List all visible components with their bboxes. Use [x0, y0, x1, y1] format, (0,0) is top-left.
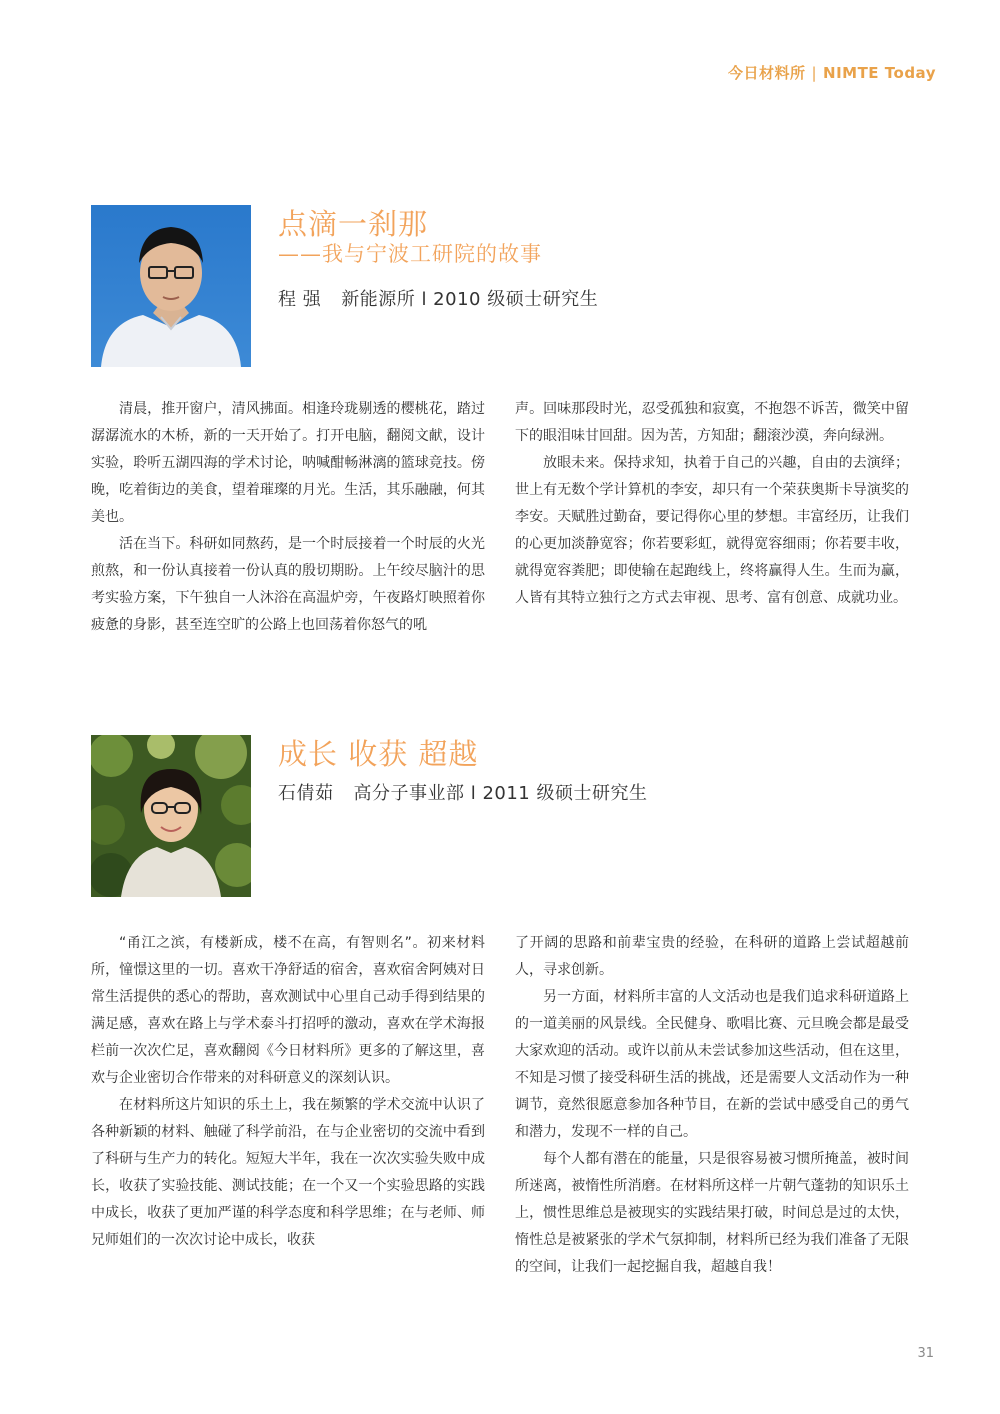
author-byline — [278, 285, 598, 311]
paragraph: “甬江之滨，有楼新成，楼不在高，有智则名”。初来材料所，憧憬这里的一切。喜欢干净舒适的宿舍，喜欢宿舍阿姨对日常生活提供的悉心的帮助，喜欢测试中心里自己动手得到结果的满足感，喜欢在路上与学术泰斗打招呼的激动，喜欢在学术海报栏前一次次伫足，喜欢翻阅《今日材料所》更多的了解这里，喜欢与企业密切合作带来的对科研意义的深刻认识。 — [91, 935, 485, 1086]
article-subtitle: ——我与宁波工研院的故事 — [278, 242, 542, 266]
paragraph: 活在当下。科研如同熬药，是一个时辰接着一个时辰的火光煎熬，和一份认真接着一份认真的殷切期盼。上午绞尽脑汁的思考实验方案，下午独自一人沐浴在高温炉旁，午夜路灯映照着你疲惫的身影，甚至连空旷的公路上也回荡着你怒气的吼 — [91, 536, 485, 633]
author-affiliation: 新能源所 l 2010 级硕士研究生 — [341, 289, 599, 310]
paragraph: 每个人都有潜在的能量，只是很容易被习惯所掩盖，被时间所迷离，被惰性所消磨。在材料所这样一片朝气蓬勃的知识乐土上，惯性思维总是被现实的实践结果打破，时间总是过的太快，惰性总是被紧张的学术气氛抑制，材料所已经为我们准备了无限的空间，让我们一起挖掘自我，超越自我！ — [515, 1151, 909, 1275]
paragraph: 放眼未来。保持求知，执着于自己的兴趣，自由的去演绎；世上有无数个学计算机的李安，却只有一个荣获奥斯卡导演奖的李安。天赋胜过勤奋，要记得你心里的梦想。丰富经历，让我们的心更加淡静宽容；你若要彩虹，就得宽容细雨；你若要丰收，就得宽容粪肥；即使输在起跑线上，终将赢得人生。生而为赢，人皆有其特立独行之方式去审视、思考、富有创意、成就功业。 — [515, 455, 909, 606]
author-byline — [278, 779, 647, 805]
article-title: 成长 收获 超越 — [278, 737, 479, 771]
author-name: 石倩茹 — [278, 783, 334, 804]
article-text-column-right — [515, 930, 909, 1281]
author-affiliation: 高分子事业部 l 2011 级硕士研究生 — [353, 783, 648, 804]
paragraph-continuation: 声。回味那段时光，忍受孤独和寂寞，不抱怨不诉苦，微笑中留下的眼泪味甘回甜。因为苦，方知甜；翻滚沙漠，奔向绿洲。 — [515, 401, 909, 444]
article-text-column-left — [91, 396, 485, 639]
author-name: 程 强 — [278, 289, 322, 310]
header-publication-name: NIMTE Today — [823, 64, 936, 82]
paragraph: 另一方面，材料所丰富的人文活动也是我们追求科研道路上的一道美丽的风景线。全民健身、歌唱比赛、元旦晚会都是最受大家欢迎的活动。或许以前从未尝试参加这些活动，但在这里，不知是习惯了接受科研生活的挑战，还是需要人文活动作为一种调节，竟然很愿意参加各种节目，在新的尝试中感受自己的勇气和潜力，发现不一样的自己。 — [515, 989, 909, 1140]
author-portrait-photo — [91, 205, 251, 367]
page-number: 31 — [917, 1346, 934, 1361]
article-text-column-left — [91, 930, 485, 1254]
paragraph: 在材料所这片知识的乐土上，我在频繁的学术交流中认识了各种新颖的材料、触碰了科学前沿，在与企业密切的交流中看到了科研与生产力的转化。短短大半年，我在一次次实验失败中成长，收获了实验技能、测试技能；在一个又一个实验思路的实践中成长，收获了更加严谨的科学态度和科学思维；在与老师、师兄师姐们的一次次讨论中成长，收获 — [91, 1097, 485, 1248]
paragraph: 清晨，推开窗户，清风拂面。相逢玲珑剔透的樱桃花，踏过潺潺流水的木桥，新的一天开始了。打开电脑，翻阅文献，设计实验，聆听五湖四海的学术讨论，呐喊酣畅淋漓的篮球竞技。傍晚，吃着街边的美食，望着璀璨的月光。生活，其乐融融，何其美也。 — [91, 401, 485, 525]
article-text-column-right — [515, 396, 909, 612]
running-header — [728, 62, 936, 83]
author-portrait-photo — [91, 735, 251, 897]
header-separator: | — [811, 64, 818, 82]
header-section-name: 今日材料所 — [727, 64, 806, 82]
article-title: 点滴一刹那 — [278, 207, 429, 241]
paragraph-continuation: 了开阔的思路和前辈宝贵的经验，在科研的道路上尝试超越前人，寻求创新。 — [515, 935, 909, 978]
